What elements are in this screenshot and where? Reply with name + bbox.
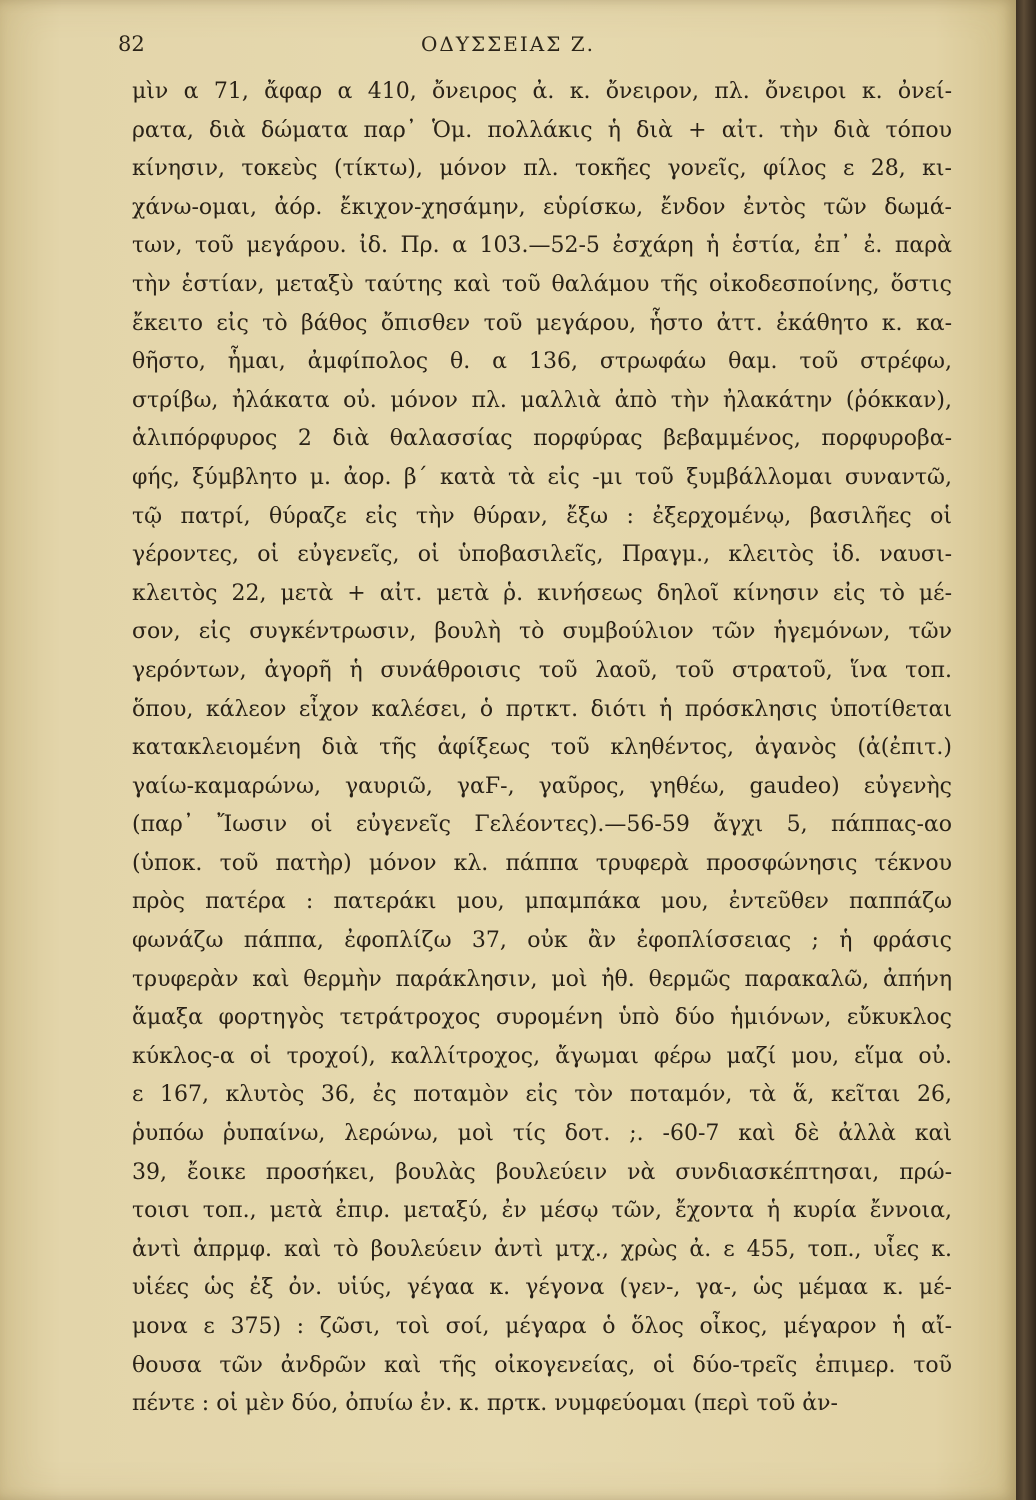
- text-line: ὅπου, κάλεον εἶχον καλέσει, ὁ πρτκτ. διότι ἡ πρόσκλησις ὑποτίθεται: [132, 696, 952, 722]
- text-line: γέροντες, οἱ εὐγενεῖς, οἱ ὑποβασιλεῖς, Πραγμ., κλειτὸς ἰδ. ναυσι-: [132, 542, 952, 568]
- text-line: χάνω-ομαι, ἀόρ. ἔκιχον-χησάμην, εὑρίσκω, ἔνδον ἐντὸς τῶν δωμά-: [132, 194, 952, 220]
- text-line: υἱέες ὡς ἐξ ὀν. υἱύς, γέγαα κ. γέγονα (γεν-, γα-, ὡς μέμαα κ. μέ-: [132, 1275, 952, 1301]
- text-line: κίνησιν, τοκεὺς (τίκτω), μόνον πλ. τοκῆες γονεῖς, φίλος ε 28, κι-: [132, 156, 952, 182]
- text-line: (ὑποκ. τοῦ πατὴρ) μόνον κλ. πάππα τρυφερὰ προσφώνησις τέκνου: [132, 850, 952, 876]
- text-line: γερόντων, ἀγορῆ ἡ συνάθροισις τοῦ λαοῦ, τοῦ στρατοῦ, ἵνα τοπ.: [132, 657, 952, 683]
- text-line: κλειτὸς 22, μετὰ + αἰτ. μετὰ ῥ. κινήσεως δηλοῖ κίνησιν εἰς τὸ μέ-: [132, 580, 952, 606]
- text-line: τοισι τοπ., μετὰ ἐπιρ. μεταξύ, ἐν μέσῳ τῶν, ἔχοντα ἡ κυρία ἔννοια,: [132, 1198, 952, 1224]
- text-line: ἅμαξα φορτηγὸς τετράτροχος συρομένη ὑπὸ δύο ἡμιόνων, εὔκυκλος: [132, 1005, 952, 1031]
- text-line: πρὸς πατέρα : πατεράκι μου, μπαμπάκα μου, ἐντεῦθεν παππάζω: [132, 889, 952, 915]
- text-line: φής, ξύμβλητο μ. ἀορ. β´ κατὰ τὰ εἰς -μι τοῦ ξυμβάλλομαι συναντῶ,: [132, 464, 952, 490]
- text-line: των, τοῦ μεγάρου. ἰδ. Πρ. α 103.—52-5 ἐσχάρη ἡ ἑστία, ἐπ᾽ ἐ. παρὰ: [132, 233, 952, 259]
- page-number: 82: [118, 32, 145, 56]
- text-line: τὴν ἑστίαν, μεταξὺ ταύτης καὶ τοῦ θαλάμου τῆς οἰκοδεσποίνης, ὅστις: [132, 271, 952, 297]
- text-line: τρυφερὰν καὶ θερμὴν παράκλησιν, μοὶ ἠθ. θερμῶς παρακαλῶ, ἀπήνη: [132, 966, 952, 992]
- text-line: (παρ᾽ Ἴωσιν οἱ εὐγενεῖς Γελέοντες).—56-59 ἄγχι 5, πάππας-αο: [132, 812, 952, 838]
- text-line: ἔκειτο εἰς τὸ βάθος ὄπισθεν τοῦ μεγάρου, ἧστο ἀττ. ἐκάθητο κ. κα-: [132, 310, 952, 336]
- text-line: ε 167, κλυτὸς 36, ἐς ποταμὸν εἰς τὸν ποταμόν, τὰ ἅ, κεῖται 26,: [132, 1082, 952, 1108]
- running-head: ΟΔΥΣΣΕΙΑΣ Ζ.: [420, 32, 596, 56]
- commentary-text: [132, 73, 952, 1424]
- text-line: μὶν α 71, ἄφαρ α 410, ὄνειρος ἀ. κ. ὄνειρον, πλ. ὄνειροι κ. ὀνεί-: [132, 79, 952, 104]
- text-line: ἀντὶ ἀπρμφ. καὶ τὸ βουλεύειν ἀντὶ μτχ., χρὼς ἀ. ε 455, τοπ., υἷες κ.: [132, 1236, 952, 1262]
- text-line: τῷ πατρί, θύραζε εἰς τὴν θύραν, ἔξω : ἐξερχομένῳ, βασιλῆες οἱ: [132, 503, 952, 529]
- text-line: ρατα, διὰ δώματα παρ᾽ Ὁμ. πολλάκις ἡ διὰ + αἰτ. τὴν διὰ τόπου: [132, 117, 952, 143]
- text-line: 39, ἔοικε προσήκει, βουλὰς βουλεύειν νὰ συνδιασκέπτησαι, πρώ-: [132, 1159, 952, 1185]
- text-line: κύκλος-α οἱ τροχοί), καλλίτροχος, ἄγωμαι φέρω μαζί μου, εἵμα οὐ.: [132, 1043, 952, 1069]
- text-line: θῆστο, ἧμαι, ἀμφίπολος θ. α 136, στρωφάω θαμ. τοῦ στρέφω,: [132, 349, 952, 375]
- text-line: θουσα τῶν ἀνδρῶν καὶ τῆς οἰκογενείας, οἱ δύο-τρεῖς ἐπιμερ. τοῦ: [132, 1352, 952, 1378]
- text-line: γαίω-καμαρώνω, γαυριῶ, γαϜ-, γαῦρος, γηθέω, gaudeo) εὐγενὴς: [132, 773, 952, 799]
- book-binding-edge: [1016, 0, 1036, 1500]
- text-line: κατακλειομένη διὰ τῆς ἀφίξεως τοῦ κληθέντος, ἀγανὸς (ἀ(ἐπιτ.): [132, 735, 952, 761]
- text-line: μονα ε 375) : ζῶσι, τοὶ σοί, μέγαρα ὁ ὅλος οἶκος, μέγαρον ἡ αἴ-: [132, 1314, 952, 1339]
- text-line: ἁλιπόρφυρος 2 διὰ θαλασσίας πορφύρας βεβαμμένος, πορφυροβα-: [132, 426, 952, 452]
- text-line: στρίβω, ἠλάκατα οὐ. μόνον πλ. μαλλιὰ ἀπὸ τὴν ἠλακάτην (ῥόκκαν),: [132, 387, 952, 413]
- page-header: [0, 28, 1016, 68]
- text-line: πέντε : οἱ μὲν δύο, ὀπυίω ἐν. κ. πρτκ. νυμφεύομαι (περὶ τοῦ ἀν-: [132, 1391, 838, 1417]
- text-line: σον, εἰς συγκέντρωσιν, βουλὴ τὸ συμβούλιον τῶν ἡγεμόνων, τῶν: [132, 619, 952, 645]
- text-line: ῥυπόω ῥυπαίνω, λερώνω, μοὶ τίς δοτ. ;. -60-7 καὶ δὲ ἀλλὰ καὶ: [132, 1121, 952, 1147]
- text-line: φωνάζω πάππα, ἐφοπλίζω 37, οὐκ ἂν ἐφοπλίσσειας ; ἡ φράσις: [132, 928, 952, 954]
